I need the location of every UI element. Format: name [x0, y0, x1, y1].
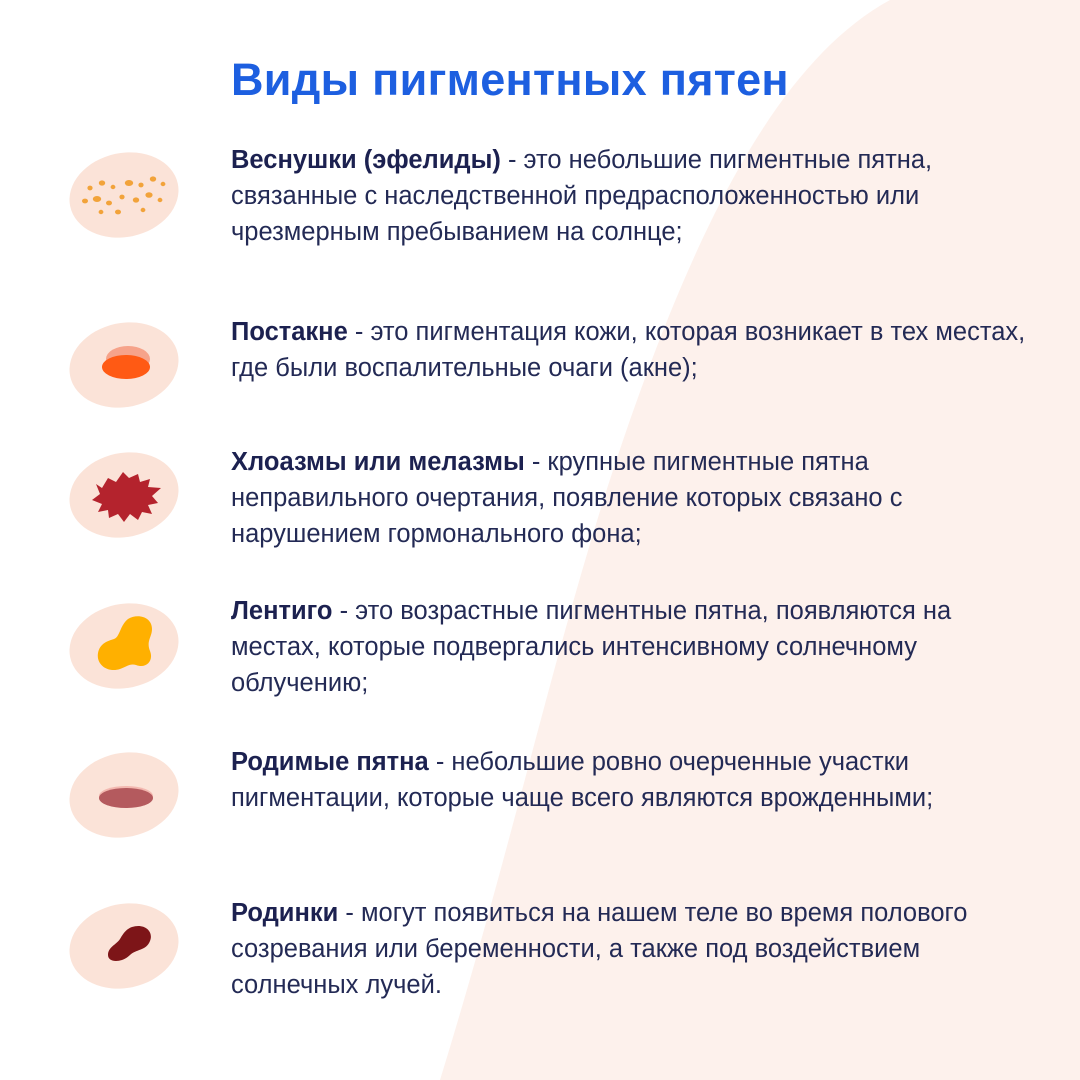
list-item-birthmark [60, 744, 1040, 894]
list-item-post-acne [60, 314, 1040, 464]
list-item-freckles [60, 142, 1040, 292]
item-text [231, 895, 1031, 1003]
item-text [231, 744, 1031, 816]
post-acne-icon [66, 318, 182, 412]
item-term: Родимые пятна [231, 748, 429, 776]
item-term: Родинки [231, 899, 339, 927]
chloasma-icon [66, 448, 182, 542]
list-item-chloasma [60, 444, 1040, 594]
list-item-mole [60, 895, 1040, 1045]
lentigo-icon [66, 599, 182, 693]
mole-icon [66, 899, 182, 993]
item-text [231, 142, 1031, 250]
item-text [231, 444, 1031, 552]
item-description: - могут появиться на нашем теле во время полового созревания или беременности, а также под воздействием солнечных лучей. [231, 899, 968, 999]
item-description: - это возрастные пигментные пятна, появляются на местах, которые подвергались интенсивному солнечному облучению; [231, 597, 952, 697]
birthmark-icon [66, 748, 182, 842]
list-item-lentigo [60, 593, 1040, 743]
item-description: - это пигментация кожи, которая возникает в тех местах, где были воспалительные очаги (акне); [231, 318, 1026, 382]
item-text [231, 314, 1031, 386]
item-description: - это небольшие пигментные пятна, связанные с наследственной предрасположенностью или чрезмерным пребыванием на солнце; [231, 146, 933, 246]
item-term: Лентиго [231, 597, 333, 625]
item-text [231, 593, 1031, 701]
page-title: Виды пигментных пятен [231, 54, 789, 105]
item-term: Веснушки (эфелиды) [231, 146, 501, 174]
item-term: Хлоазмы или мелазмы [231, 448, 525, 476]
item-description: - небольшие ровно очерченные участки пигментации, которые чаще всего являются врожденными; [231, 748, 934, 812]
item-term: Постакне [231, 318, 348, 346]
freckles-icon [66, 148, 182, 242]
item-description: - крупные пигментные пятна неправильного очертания, появление которых связано с нарушением гормонального фона; [231, 448, 903, 548]
